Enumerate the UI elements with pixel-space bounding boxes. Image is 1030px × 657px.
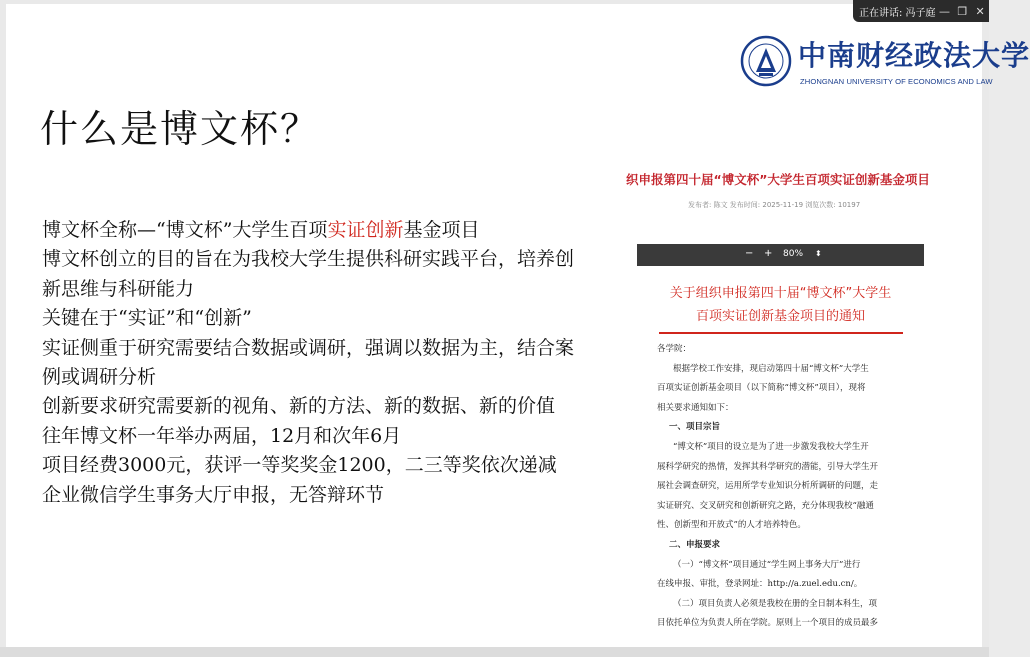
speaker-bar <box>853 0 989 22</box>
notice-line: 展社会调查研究，运用所学专业知识分析所调研的问题，走 <box>657 481 879 492</box>
notice-heading: 一、项目宗旨 <box>669 422 721 433</box>
body-line: 企业微信学生事务大厅申报，无答辩环节 <box>42 483 385 506</box>
presentation-slide <box>6 4 1030 647</box>
body-line: 新思维与科研能力 <box>42 277 195 300</box>
body-line: 实证侧重于研究需要结合数据或调研，强调以数据为主，结合案 <box>42 336 575 359</box>
zoom-in-button[interactable]: + <box>764 248 773 259</box>
zoom-level: 80% <box>783 249 804 259</box>
web-page-meta: 发布者: 陈文 发布时间: 2025-11-19 浏览次数: 10197 <box>688 201 861 209</box>
university-name-cn: 中南财经政法大学 <box>798 39 1030 72</box>
notice-line: 百项实证创新基金项目（以下简称“博文杯”项目），现将 <box>657 383 866 394</box>
body-line: 关键在于“实证”和“创新” <box>42 307 252 330</box>
pdf-toolbar <box>637 244 924 266</box>
slide-title: 什么是博文杯？ <box>40 107 321 151</box>
notice-line: （一）“博文杯”项目通过“学生网上事务大厅”进行 <box>673 559 861 570</box>
body-line: 项目经费3000元，获评一等奖奖金1200，二三等奖依次递减 <box>42 454 557 477</box>
body-line: 创新要求研究需要新的视角、新的方法、新的数据、新的价值 <box>42 395 556 418</box>
speaker-label: 正在讲话: 冯子庭 <box>859 7 936 19</box>
university-name-en: ZHONGNAN UNIVERSITY OF ECONOMICS AND LAW <box>800 77 993 86</box>
body-text: 博文杯全称—“博文杯”大学生百项 <box>42 219 328 241</box>
notice-line: 根据学校工作安排，现启动第四十届“博文杯”大学生 <box>673 363 869 374</box>
zoom-dropdown-icon[interactable]: ⬍ <box>815 249 822 258</box>
body-line: 往年博文杯一年举办两届，12月和次年6月 <box>42 424 402 447</box>
pdf-page <box>637 266 924 656</box>
notice-screenshot <box>626 162 930 652</box>
notice-line: 在线申报、审批，登录网址：http://a.zuel.edu.cn/。 <box>657 579 863 590</box>
restore-icon[interactable]: ❐ <box>957 4 968 18</box>
body-line: 例或调研分析 <box>42 366 157 389</box>
slide-body <box>42 216 602 510</box>
zoom-out-button[interactable]: − <box>745 248 754 259</box>
notice-heading: 二、申报要求 <box>669 539 721 550</box>
notice-body <box>657 340 905 634</box>
notice-line: 相关要求通知如下： <box>657 402 734 413</box>
body-text: 基金项目 <box>403 219 480 241</box>
university-logo <box>740 30 1030 100</box>
red-divider <box>659 332 903 334</box>
notice-title-line: 关于组织申报第四十届“博文杯”大学生 <box>669 286 892 301</box>
notice-title <box>637 282 924 328</box>
minimize-icon[interactable]: — <box>938 4 950 18</box>
body-line: 博文杯创立的目的旨在为我校大学生提供科研实践平台，培养创 <box>42 248 575 271</box>
notice-line: （二）项目负责人必须是我校在册的全日制本科生，项 <box>673 598 878 609</box>
body-line <box>42 216 602 245</box>
notice-line: 目依托单位为负责人所在学院。原则上一个项目的成员最多 <box>657 618 879 629</box>
bottom-bar <box>0 647 989 657</box>
notice-line: 各学院： <box>657 344 692 354</box>
notice-line: 展科学研究的热情，发挥其科学研究的潜能，引导大学生开 <box>657 461 879 472</box>
highlight-text: 实证创新 <box>327 219 404 241</box>
notice-line: 性、创新型和开放式”的人才培养特色。 <box>657 520 806 531</box>
notice-line: “博文杯”项目的设立是为了进一步激发我校大学生开 <box>673 441 869 452</box>
notice-line: 实证研究、交叉研究和创新研究之路，充分体现我校“融通 <box>657 500 874 511</box>
notice-title-line: 百项实证创新基金项目的通知 <box>695 309 865 324</box>
web-page-title: 织申报第四十届“博文杯”大学生百项实证创新基金项目 <box>626 172 930 187</box>
university-emblem-icon <box>740 30 792 92</box>
close-icon[interactable]: ✕ <box>975 4 985 18</box>
